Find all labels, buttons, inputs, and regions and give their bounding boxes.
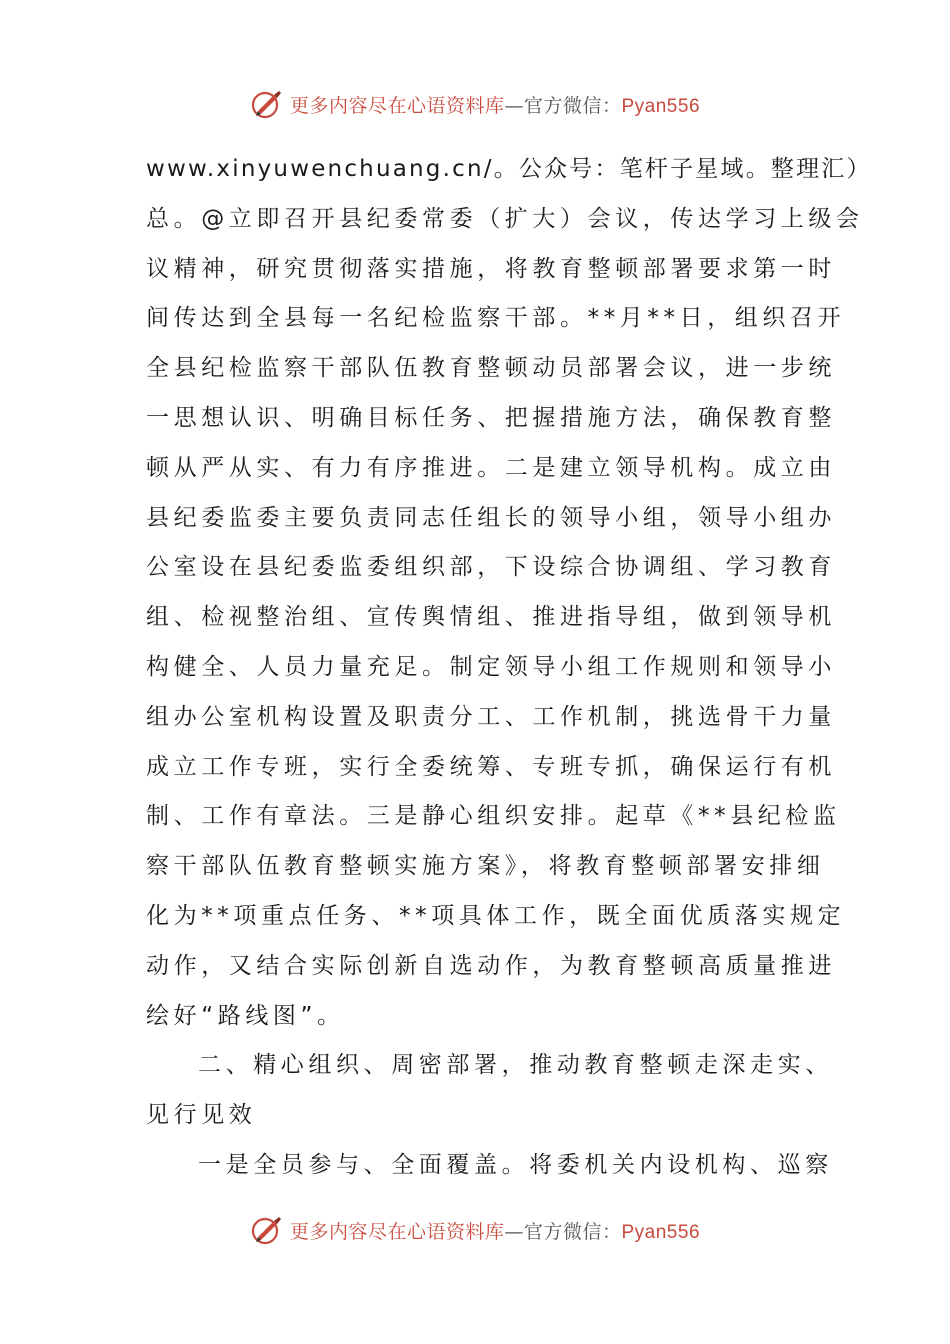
body-line: 构健全、人员力量充足。制定领导小组工作规则和领导小 xyxy=(146,653,836,680)
body-line: 全县纪检监察干部队伍教育整顿动员部署会议，进一步统 xyxy=(146,355,836,382)
body-line: 制、工作有章法。三是静心组织安排。起草《**县纪检监 xyxy=(146,803,841,830)
body-line: 组、检视整治组、宣传舆情组、推进指导组，做到领导机 xyxy=(146,604,836,631)
body-line: 组办公室机构设置及职责分工、工作机制，挑选骨干力量 xyxy=(146,703,836,730)
paragraph-line: 一是全员参与、全面覆盖。将委机关内设机构、巡察 xyxy=(198,1151,833,1178)
banner-main-text: 更多内容尽在心语资料库 xyxy=(289,1220,505,1243)
pen-circle-logo-icon xyxy=(250,1213,284,1247)
body-line: 动作，又结合实际创新自选动作，为教育整顿高质量推进 xyxy=(146,952,836,979)
body-line: www.xinyuwenchuang.cn/。公众号：笔杆子星域。整理汇） xyxy=(146,156,872,182)
footer-banner xyxy=(0,1208,950,1252)
section-heading-cont: 见行见效 xyxy=(146,1102,257,1129)
pen-circle-logo-icon xyxy=(250,87,284,121)
body-line: 县纪委监委主要负责同志任组长的领导小组，领导小组办 xyxy=(146,504,836,531)
body-line: 成立工作专班，实行全委统筹、专班专抓，确保运行有机 xyxy=(146,753,836,780)
body-line: 总。@立即召开县纪委常委（扩大）会议，传达学习上级会 xyxy=(146,205,864,232)
banner-wechat-id: Pyan556 xyxy=(621,1221,701,1243)
banner-main-text: 更多内容尽在心语资料库 xyxy=(289,94,505,117)
body-line: 一思想认识、明确目标任务、把握措施方法，确保教育整 xyxy=(146,404,836,431)
banner-text xyxy=(290,91,700,118)
banner-label: 官方微信： xyxy=(523,94,622,117)
body-line: 绘好“路线图”。 xyxy=(146,1002,345,1029)
banner-wechat-id: Pyan556 xyxy=(621,95,701,117)
body-line: 化为**项重点任务、**项具体工作，既全面优质落实规定 xyxy=(146,902,846,929)
banner-text xyxy=(290,1217,700,1244)
body-line: 公室设在县纪委监委组织部，下设综合协调组、学习教育 xyxy=(146,554,836,581)
section-heading: 二、精心组织、周密部署，推动教育整顿走深走实、 xyxy=(198,1052,833,1079)
body-line: 议精神，研究贯彻落实措施，将教育整顿部署要求第一时 xyxy=(146,255,836,282)
body-line: 顿从严从实、有力有序推进。二是建立领导机构。成立由 xyxy=(146,454,836,481)
body-line: 间传达到全县每一名纪检监察干部。**月**日，组织召开 xyxy=(146,305,846,332)
banner-label: 官方微信： xyxy=(523,1220,622,1243)
document-body xyxy=(146,145,872,1191)
banner-dash: — xyxy=(504,1220,524,1243)
body-line: 察干部队伍教育整顿实施方案》，将教育整顿部署安排细 xyxy=(146,853,825,880)
header-banner xyxy=(0,82,950,126)
banner-dash: — xyxy=(504,94,524,117)
